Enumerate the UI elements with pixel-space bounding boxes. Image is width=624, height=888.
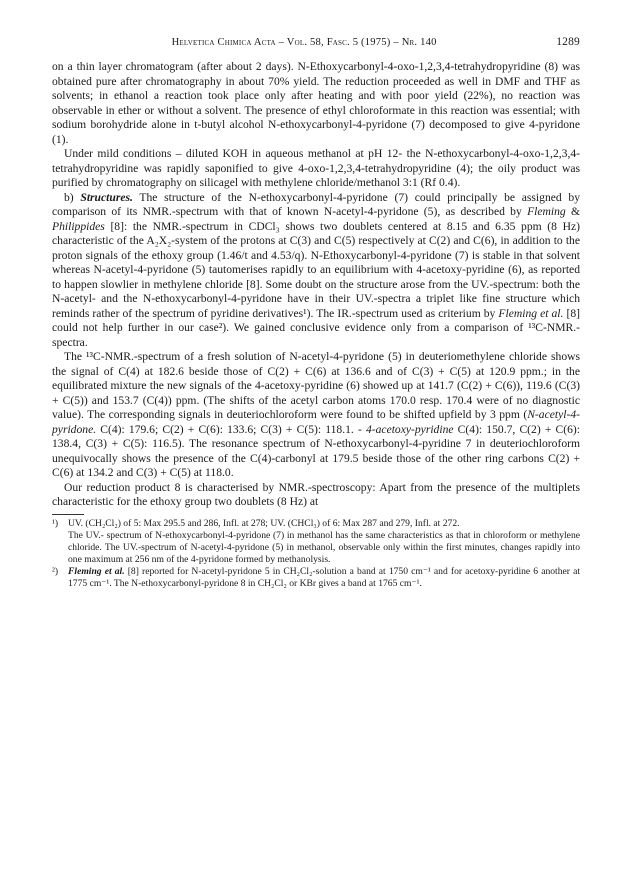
paragraph-reduction-product: Our reduction product 8 is characterised by NMR.-spectroscopy: Apart from the presence of the multiplets characteristic for the ethoxy group two doublets (8 Hz) at [52,480,580,508]
text-run: & [565,205,581,218]
text-run: The structure of the N-ethoxycarbonyl-4-pyridone (7) could principally be assigned by comparison of its NMR.-spectrum with that of known N-acetyl-4-pyridone (5), as described by [52,190,580,218]
compound-name: 4-acetoxy-pyridine [365,422,454,436]
footnote-text: The UV.- spectrum of N-ethoxycarbonyl-4-pyridone (7) in methanol has the same characteristics as that in chloroform or methylene chloride. The UV.-spectrum of N-acetyl-4-pyridone (5) in methanol, observable only within the first minutes, changes rapidly into one maximum at 256 nm of the 4-pyridone formed by methanolysis. [68,529,580,565]
author-name: Fleming [527,205,566,218]
author-name: Fleming et al. [68,565,125,577]
main-text [52,60,580,510]
text-run: C(4): 179.6; C(2) + C(6): 133.6; C(3) + C(5): 118.1. - [96,422,366,436]
author-name: Philippides [52,219,105,233]
paragraph-structures [52,191,580,351]
footnote-marker: ²) [52,565,59,577]
footnote-text [68,566,580,590]
section-label: b) [64,190,81,204]
paragraph-2: Under mild conditions – diluted KOH in aqueous methanol at pH 12- the N-ethoxycarbonyl-4-oxo-1,2,3,4-tetrahydropyridine was rapidly saponified to give 4-oxo-1,2,3,4-tetrahydropyridine (4); the oily product was purified by chromatography on silicagel with methylene chloride/methanol 3:1 (Rf 0.4). [52,147,580,189]
footnote-2 [52,566,580,590]
footnote-1 [52,518,580,566]
text-run: [8]: the NMR.-spectrum in CDCl₃ shows two doublets centered at 8.15 and 6.35 ppm (8 Hz) characteristic of the A₂X₂-system of the protons at C(3) and C(5) respectively at C(2) and C(6), in addition to the proton signals of the ethoxy group (1.46/t and 4.53/q). N-Ethoxycarbonyl-4-pyridone (7) is stable in that solvent whereas N-acetyl-4-pyridone (5) tautomerises rapidly to an equilibrium with 4-acetoxy-pyridine (6), as reported to happen slowlier in methylene chloride [8]. Some doubt on the structure arose from the UV.-spectrum: both the N-acetyl- and the N-ethoxycarbonyl-4-pyridone have in their UV.-spectra a triplet like fine structure which reminds rather of the spectrum of pyridine derivatives¹). The IR.-spectrum used as criterium by [52,219,580,320]
footnote-text: UV. (CH₂Cl₂) of 5: Max 295.5 and 286, Infl. at 278; UV. (CHCl₃) of 6: Max 287 and 279, Infl. at 272. [68,517,460,529]
text-run: C(4): 150.7, C(2) + C(6): 138.4, C(3) + C(5): 116.5). The resonance spectrum of N-ethoxycarbonyl-4-pyridine 7 in deuteriochloroform unequivocally shows the presence of the C(4)-carbonyl at 179.5 beside those of the other ring carbons C(2) + C(6) at 134.2 and C(3) + C(5) at 118.0. [52,422,581,479]
footnote-rule [52,514,84,515]
paragraph-1: on a thin layer chromatogram (after about 2 days). N-Ethoxycarbonyl-4-oxo-1,2,3,4-tetrahydropyridine (8) was obtained pure after chromatography in about 70% yield. The reduction proceeded as well in DMF and THF as solvents; in ethanol a reaction took place only after heating and with poor yield (22%), no reaction was observable in ether or without a solvent. The presence of ethyl chloroformate in this reaction was essential; with sodium borohydride alone in t-butyl alcohol N-ethoxycarbonyl-4-pyridone (7) decomposed to give 4-pyridone (1). [52,60,580,146]
journal-title: Helvetica Chimica Acta – Vol. 58, Fasc. 5 (1975) – Nr. 140 [171,37,437,48]
text-run: The ¹³C-NMR.-spectrum of a fresh solution of N-acetyl-4-pyridone (5) in deuteriomethylene chloride shows the signal of C(4) at 182.6 beside those of C(2) + C(6) at 136.6 and of C(3) + C(5) at 120.9 ppm.; in the equilibrated mixture the new signals of the 4-acetoxy-pyridine (6) showed up at 141.7 (C(2) + C(6)), 119.6 (C(3) + C(5)) and 153.7 (C(4)) ppm. (The shifts of the acetyl carbon atoms 170.0 resp. 170.4 were of no diagnostic value). The corresponding signals in deuteriochloroform were found to be shifted upfield by 3 ppm ( [52,350,580,421]
paragraph-13c-nmr [52,350,580,481]
footnotes [52,518,580,590]
section-title: Structures. [80,190,133,204]
page-number: 1289 [556,36,580,48]
author-name: Fleming et al. [498,306,564,320]
text-run: [8] reported for N-acetyl-pyridone 5 in CH₂Cl₂-solution a band at 1750 cm⁻¹ and for acetoxy-pyridine 6 another at 1775 cm⁻¹. The N-ethoxycarbonyl-pyridone 8 in CH₂Cl₂ or KBr gives a band at 1765 cm⁻¹. [68,565,581,589]
running-header [52,36,580,54]
text-run: [8] could not help further in our case²). We gained conclusive evidence only from a comparison of ¹³C-NMR.-spectra. [52,306,580,349]
compound-name: N-acetyl-4-pyridone. [52,408,580,436]
footnote-marker: ¹) [52,517,59,529]
